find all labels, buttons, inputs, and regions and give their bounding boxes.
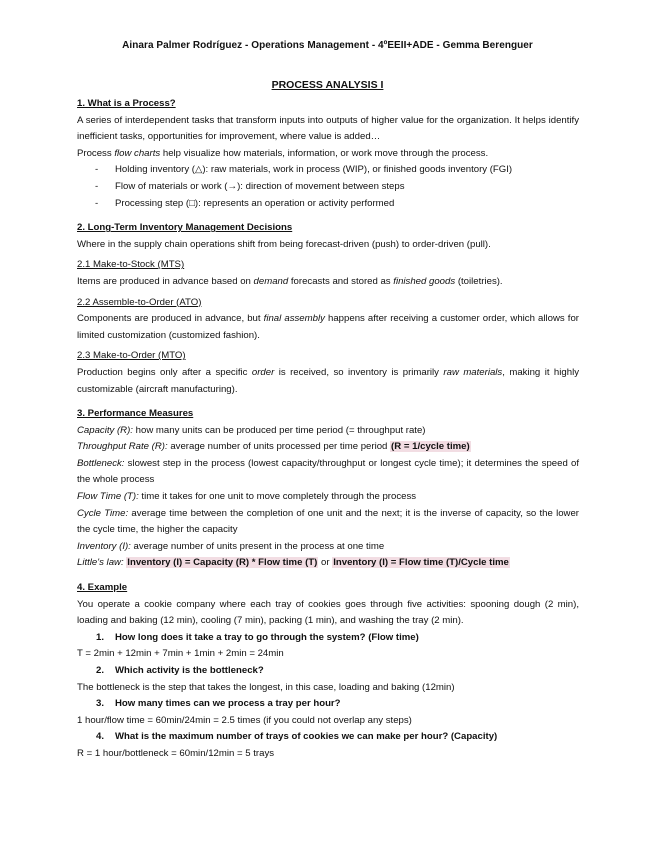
flow-time-definition: Flow Time (T): time it takes for one unit to move completely through the process	[77, 491, 417, 503]
section-1-definition: A series of interdependent tasks that transform inputs into outputs of higher value for the organization. It helps identify inefficient tasks, opportunities for improvement, where value is added…	[77, 114, 579, 143]
section-2-heading: 2. Long-Term Inventory Management Decisions	[77, 222, 293, 234]
inventory-definition: Inventory (I): average number of units present in the process at one time	[77, 540, 385, 552]
littles-law-formula-2: Inventory (I) = Flow time (T)/Cycle time	[333, 557, 509, 569]
cycle-time-definition: Cycle Time: average time between the completion of one unit and the next; it is the inverse of capacity, so the lower the cycle time, the higher the capacity	[77, 507, 579, 536]
section-3-heading: 3. Performance Measures	[77, 408, 194, 420]
question-3: 3. How many times can we process a tray per hour?	[96, 698, 341, 710]
example-intro: You operate a cookie company where each tray of cookies goes through five activities: spooning dough (2 min), loading and baking (12 min), cooling (7 min), packing (1 min), and washing the tray (2 min).	[77, 598, 579, 627]
answer-3: 1 hour/flow time = 60min/24min = 2.5 times (if you could not overlap any steps)	[77, 714, 412, 726]
throughput-definition: Throughput Rate (R): average number of units processed per time period (R = 1/cycle time)	[77, 441, 470, 453]
section-1-flowchart-text: Process flow charts help visualize how materials, information, or work move through the process.	[77, 147, 489, 159]
answer-2: The bottleneck is the step that takes the longest, in this case, loading and baking (12min)	[77, 681, 455, 693]
littles-law: Little's law: Inventory (I) = Capacity (R) * Flow time (T) or Inventory (I) = Flow time (T)/Cycle time	[77, 557, 509, 569]
list-item: - Processing step (□): represents an operation or activity performed	[95, 196, 579, 213]
mts-heading: 2.1 Make-to-Stock (MTS)	[77, 259, 185, 271]
mto-heading: 2.3 Make-to-Order (MTO)	[77, 350, 186, 362]
flowchart-symbol-list	[77, 162, 579, 212]
section-1-heading: 1. What is a Process?	[77, 98, 176, 109]
answer-1: T = 2min + 12min + 7min + 1min + 2min = 24min	[77, 648, 284, 660]
page-header: Ainara Palmer Rodríguez - Operations Management - 4ºEEII+ADE - Gemma Berenguer	[122, 40, 533, 51]
document-title: PROCESS ANALYSIS I	[271, 79, 384, 91]
answer-4: R = 1 hour/bottleneck = 60min/12min = 5 trays	[77, 747, 275, 759]
mto-text: Production begins only after a specific order is received, so inventory is primarily raw materials, making it highly customizable (aircraft manufacturing).	[77, 366, 579, 395]
question-2: 2. Which activity is the bottleneck?	[96, 665, 264, 676]
question-4: 4. What is the maximum number of trays of cookies we can make per hour? (Capacity)	[96, 731, 498, 743]
throughput-formula: (R = 1/cycle time)	[391, 441, 470, 453]
section-2-intro: Where in the supply chain operations shift from being forecast-driven (push) to order-driven (pull).	[77, 238, 491, 250]
list-item: - Flow of materials or work (→): direction of movement between steps	[95, 179, 579, 196]
ato-heading: 2.2 Assemble-to-Order (ATO)	[77, 296, 202, 308]
ato-text: Components are produced in advance, but final assembly happens after receiving a customer order, which allows for limited customization (customized fashion).	[77, 313, 579, 341]
mts-text: Items are produced in advance based on demand forecasts and stored as finished goods (toiletries).	[77, 275, 503, 287]
capacity-definition: Capacity (R): how many units can be produced per time period (= throughput rate)	[77, 424, 426, 436]
document-body	[77, 96, 579, 763]
section-4-heading: 4. Example	[77, 582, 128, 594]
question-1: 1. How long does it take a tray to go through the system? (Flow time)	[96, 631, 419, 643]
bottleneck-definition: Bottleneck: slowest step in the process (lowest capacity/throughput or longest cycle time); it determines the speed of the whole process	[77, 457, 579, 486]
list-item: - Holding inventory (△): raw materials, work in process (WIP), or finished goods inventory (FGI)	[95, 162, 579, 179]
littles-law-formula-1: Inventory (I) = Capacity (R) * Flow time (T)	[127, 557, 318, 569]
